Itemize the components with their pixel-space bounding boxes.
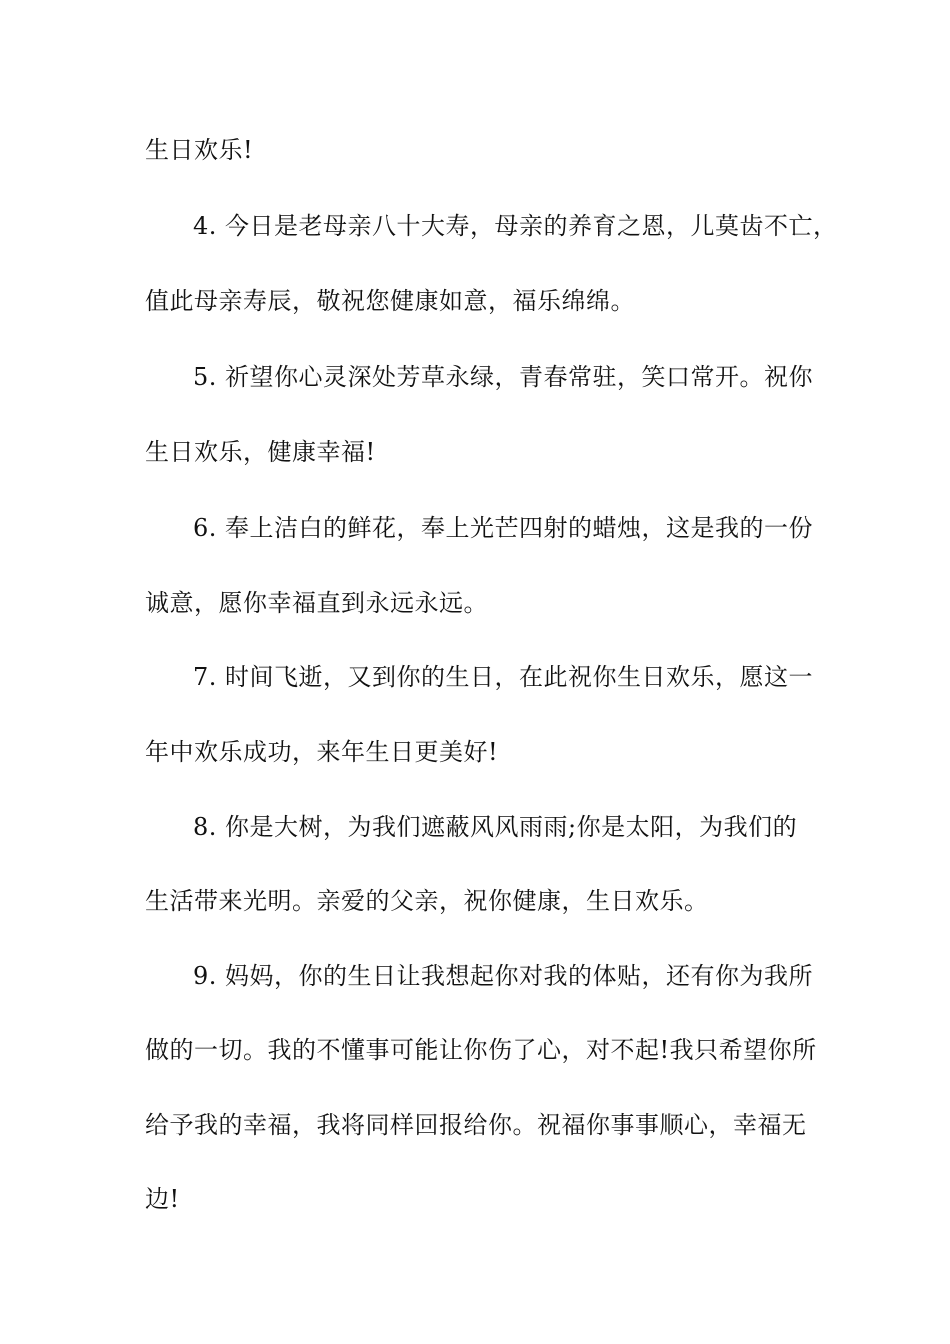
text-line: 5. 祈望你心灵深处芳草永绿，青春常驻，笑口常开。祝你	[193, 363, 814, 391]
text-line: 给予我的幸福，我将同样回报给你。祝福你事事顺心，幸福无	[145, 1111, 807, 1139]
text-line: 8. 你是大树，为我们遮蔽风风雨雨;你是太阳，为我们的	[193, 813, 798, 841]
text-line: 边!	[145, 1185, 180, 1213]
text-line: 年中欢乐成功，来年生日更美好!	[145, 738, 499, 766]
text-line: 生日欢乐!	[145, 136, 254, 164]
text-line: 7. 时间飞逝，又到你的生日，在此祝你生日欢乐，愿这一	[193, 663, 814, 691]
text-line: 4. 今日是老母亲八十大寿，母亲的养育之恩，儿莫齿不亡，	[193, 212, 838, 240]
text-line: 值此母亲寿辰，敬祝您健康如意，福乐绵绵。	[145, 287, 635, 315]
text-line: 6. 奉上洁白的鲜花，奉上光芒四射的蜡烛，这是我的一份	[193, 514, 814, 542]
text-line: 生活带来光明。亲爱的父亲，祝你健康，生日欢乐。	[145, 887, 709, 915]
text-line: 做的一切。我的不懂事可能让你伤了心，对不起!我只希望你所	[145, 1036, 817, 1064]
text-line: 生日欢乐，健康幸福!	[145, 438, 376, 466]
text-line: 诚意，愿你幸福直到永远永远。	[145, 589, 488, 617]
text-line: 9. 妈妈，你的生日让我想起你对我的体贴，还有你为我所	[193, 962, 814, 990]
